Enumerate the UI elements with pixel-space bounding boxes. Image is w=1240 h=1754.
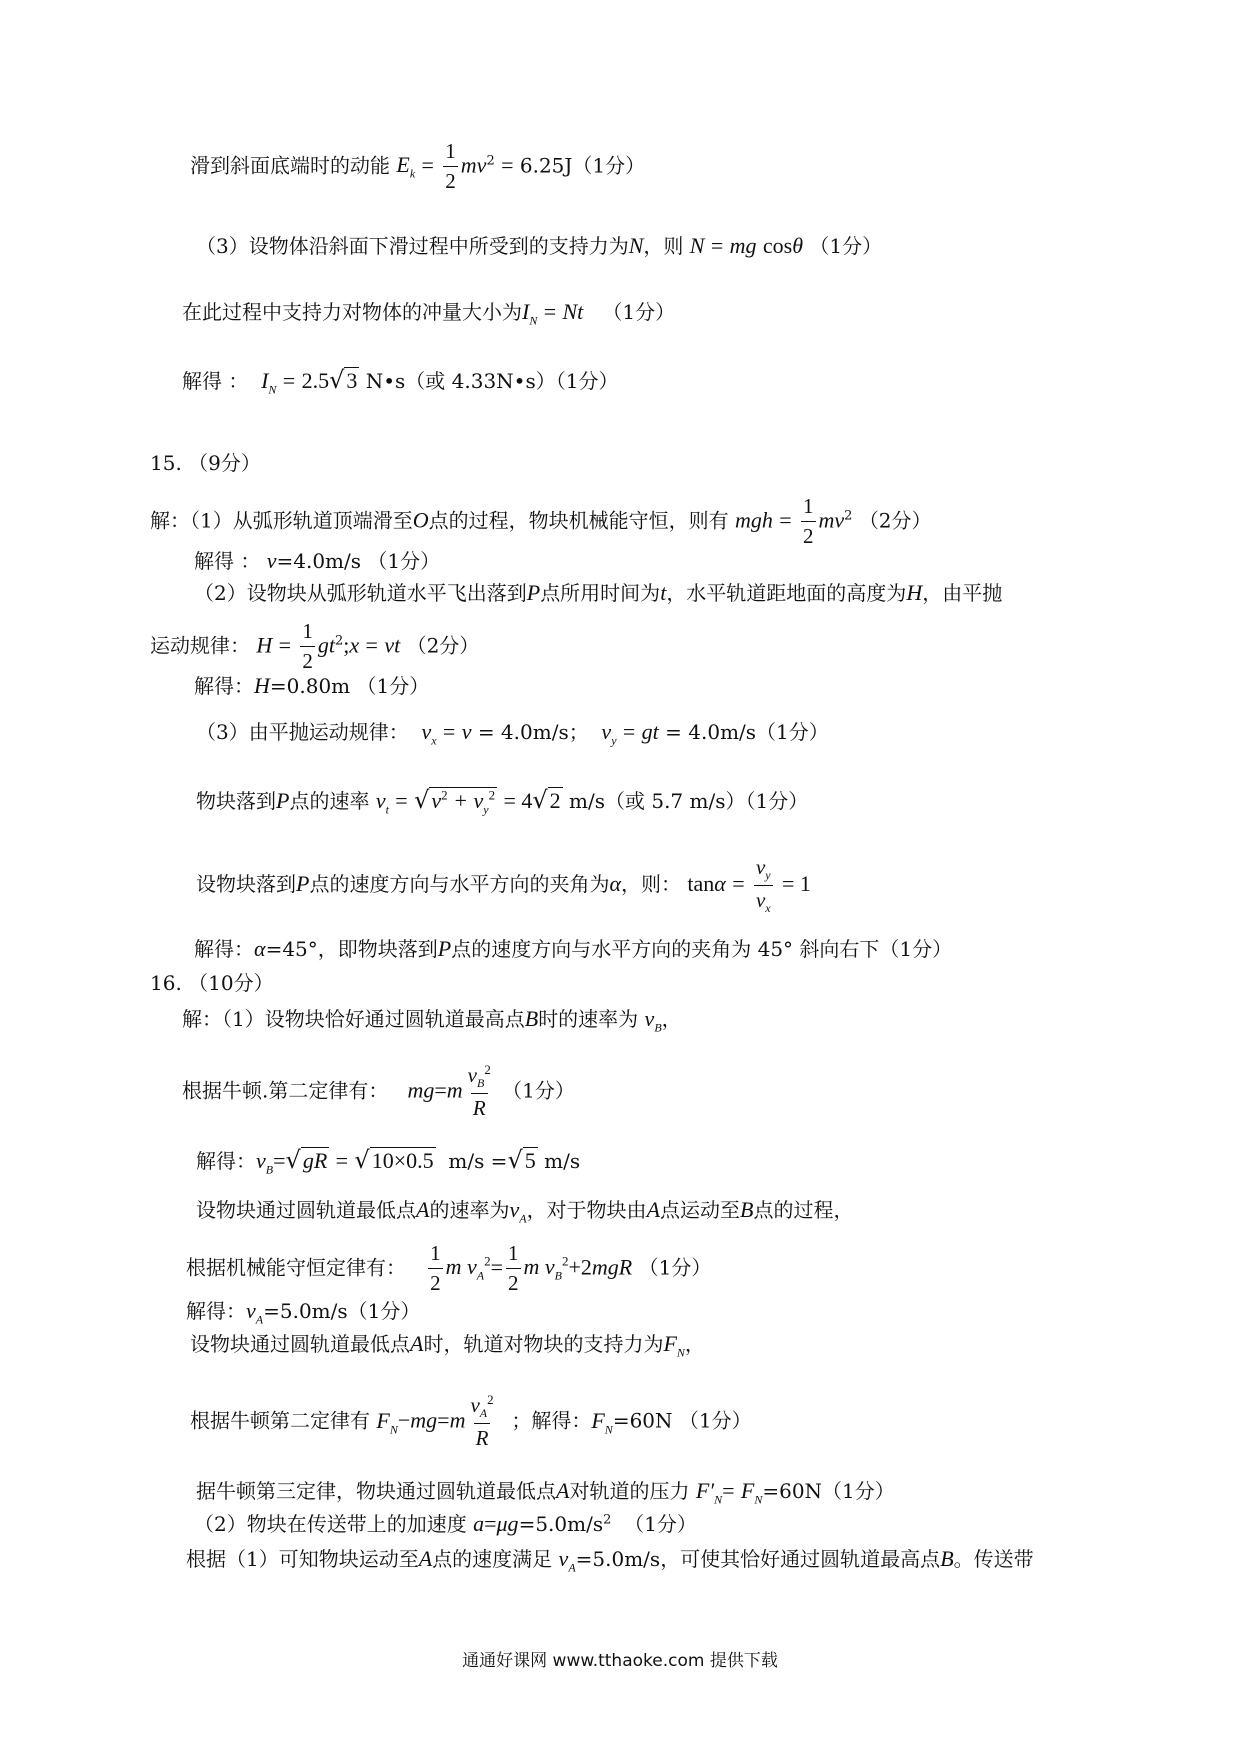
line-16-1-va-intro: 设物块通过圆轨道最低点A的速率为$v_A$，对于物块由A点运动至B点的过程， (196, 1197, 854, 1226)
line-15-2-result: 解得：H=0.80m （1分） (194, 673, 430, 698)
line-15-1: 解：（1）从弧形轨道顶端滑至O点的过程，物块机械能守恒，则有 mgh = $\frac{1}{2}$ $mv^2$ （2分） (150, 493, 932, 551)
question-15-header: 15. （9分） (150, 451, 261, 475)
line-15-3-speed: 物块落到P点的速率 $v_t = √v^2 + v_y^2 = 4√2$ m/s（或 5.7 m/s）（1分） (196, 786, 809, 817)
line-15-3-result: 解得：α=45°，即物块落到P点的速度方向与水平方向的夹角为 45° 斜向右下（1分） (194, 936, 953, 961)
line-15-1-result: 解得 ： v=4.0m/s （1分） (194, 548, 441, 573)
page-footer: 通通好课网 www.tthaoke.com 提供下载 (462, 1651, 778, 1671)
line-15-3: （3）由平抛运动规律： $v_x = v = 4.0m/s$； $v_y$ = gt = 4.0m/s（1分） (196, 719, 829, 748)
line-16-1-fn: 根据牛顿第二定律有 $F_N-mg=m$ $\frac{v_A^2}{R}$ ；解得：$F_N=60N$ （1分） (190, 1392, 752, 1452)
line-impulse-result: 解得 ： $I_N = 2.5√3$ N•s（或 4.33N•s）（1分） (182, 366, 619, 397)
line-16-1-vb: 解得：$v_B=√gR = √10\times 0.5$ m/s =√5 m/s (196, 1146, 581, 1177)
line-16-1: 解：（1）设物块恰好通过圆轨道最高点B时的速率为 $v_B$， (182, 1006, 682, 1035)
line-support-force: （3）设物体沿斜面下滑过程中所受到的支持力为N，则 N = mg cosθ （1分） (196, 233, 883, 258)
line-16-1-fn-intro: 设物块通过圆轨道最低点A时，轨道对物块的支持力为$F_N$， (190, 1331, 705, 1360)
line-15-2-formula: 运动规律： H = $\frac{1}{2}$ $gt^2;x$ = vt （2分） (150, 618, 479, 676)
line-kinetic-energy: 滑到斜面底端时的动能 $E_k$ = $\frac{1}{2}$ $mv^2 = 6.25J(1$分） (190, 138, 645, 196)
line-16-2: （2）物块在传送带上的加速度 $a=\mu g=5.0m/s^2$ （1分） (194, 1511, 697, 1536)
question-16-header: 16. （10分） (150, 971, 274, 995)
line-16-2-cont: 根据（1）可知物块运动至A点的速度满足 $v_A=5.0m/s$，可使其恰好通过圆轨道最高点B。传送带 (186, 1546, 1034, 1575)
line-16-1-va-result: 解得：$v_A=5.0m/s(1$分） (186, 1298, 421, 1327)
fraction: $\frac{1}{2}$ (443, 138, 458, 196)
line-impulse: 在此过程中支持力对物体的冲量大小为$I_N = Nt$ （1分） (182, 299, 676, 328)
line-15-2: （2）设物块从弧形轨道水平飞出落到P点所用时间为t，水平轨道距地面的高度为H，由平抛 (194, 580, 1003, 605)
line-16-1-third-law: 据牛顿第三定律，物块通过圆轨道最低点A对轨道的压力 $F'_N= F_N=60N(1$分） (196, 1478, 895, 1507)
line-16-1-newton: 根据牛顿.第二定律有： mg=m $\frac{v_B^2}{R}$ （1分） (182, 1062, 575, 1122)
line-15-3-angle: 设物块落到P点的速度方向与水平方向的夹角为α，则： tanα = $\frac{v_y}{v_x}$ = 1 (196, 855, 811, 915)
line-16-1-energy: 根据机械能守恒定律有： $\frac{1}{2}$ m $v_A^2=$ $\frac{1}{2}$ m $v_B^2+2mgR$ （1分） (186, 1240, 711, 1298)
